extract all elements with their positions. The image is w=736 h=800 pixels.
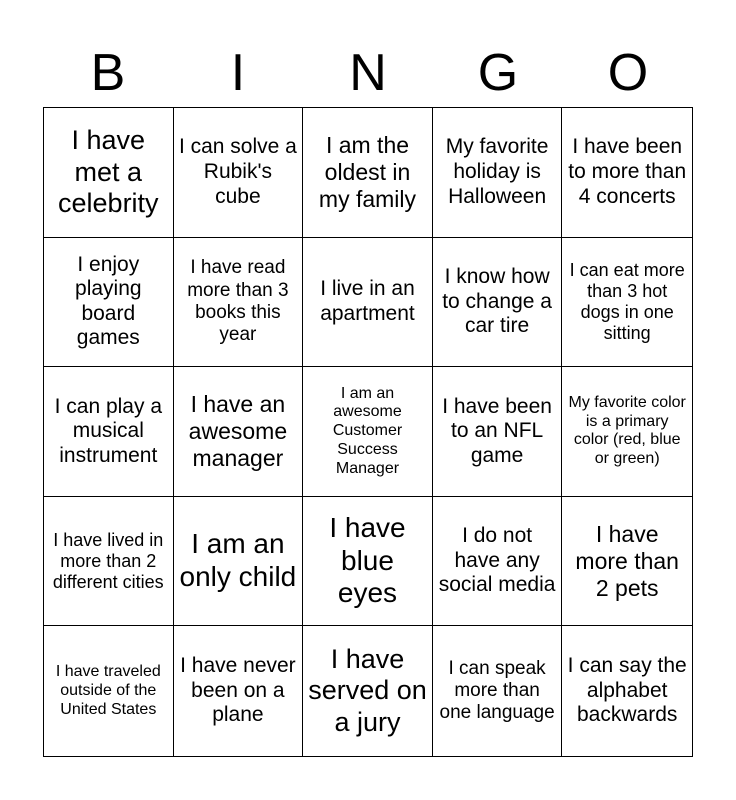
bingo-cell-text: I have been to an NFL game bbox=[442, 394, 552, 467]
bingo-cell-r1-c4[interactable] bbox=[433, 108, 563, 238]
bingo-cell-r5-c3[interactable] bbox=[303, 626, 433, 756]
bingo-cell-text: I can say the alphabet backwards bbox=[567, 654, 687, 727]
bingo-cell-r3-c4[interactable] bbox=[433, 367, 563, 497]
bingo-cell-text: I know how to change a car tire bbox=[442, 265, 552, 338]
header-letter-b: B bbox=[90, 44, 126, 102]
bingo-cell-r3-c5[interactable] bbox=[562, 367, 692, 497]
bingo-cell-r4-c5[interactable] bbox=[562, 497, 692, 627]
bingo-cell-r1-c2[interactable] bbox=[174, 108, 304, 238]
bingo-cell-text: My favorite holiday is Halloween bbox=[445, 135, 549, 208]
bingo-cell-text: I enjoy playing board games bbox=[75, 252, 142, 350]
bingo-cell-r5-c1[interactable] bbox=[44, 626, 174, 756]
bingo-cell-r1-c5[interactable] bbox=[562, 108, 692, 238]
bingo-cell-text: I live in an apartment bbox=[320, 277, 415, 325]
bingo-cell-r4-c1[interactable] bbox=[44, 497, 174, 627]
bingo-cell-r3-c1[interactable] bbox=[44, 367, 174, 497]
bingo-cell-r4-c4[interactable] bbox=[433, 497, 563, 627]
bingo-cell-text: I have never been on a plane bbox=[180, 654, 296, 727]
bingo-cell-text: I have served on a jury bbox=[308, 643, 427, 737]
bingo-cell-text: I have traveled outside of the United States bbox=[55, 663, 161, 718]
bingo-board bbox=[43, 107, 693, 757]
header-letter-i: I bbox=[230, 44, 246, 102]
bingo-cell-text: I can eat more than 3 hot dogs in one sitting bbox=[569, 259, 685, 343]
bingo-cell-text: I can solve a Rubik's cube bbox=[178, 135, 297, 208]
bingo-cell-r4-c2[interactable] bbox=[174, 497, 304, 627]
bingo-cell-r5-c4[interactable] bbox=[433, 626, 563, 756]
bingo-cell-text: I have blue eyes bbox=[329, 511, 406, 609]
bingo-cell-r2-c2[interactable] bbox=[174, 238, 304, 368]
header-letter-o: O bbox=[607, 44, 649, 102]
bingo-cell-text: I have been to more than 4 concerts bbox=[568, 135, 687, 208]
bingo-cell-r2-c4[interactable] bbox=[433, 238, 563, 368]
bingo-cell-text: I have lived in more than 2 different cities bbox=[52, 529, 164, 592]
bingo-cell-r5-c2[interactable] bbox=[174, 626, 304, 756]
bingo-cell-r5-c5[interactable] bbox=[562, 626, 692, 756]
bingo-cell-text: I can speak more than one language bbox=[439, 657, 555, 724]
bingo-cell-r1-c1[interactable] bbox=[44, 108, 174, 238]
bingo-cell-text: I can play a musical instrument bbox=[54, 394, 162, 467]
bingo-cell-text: I have an awesome manager bbox=[188, 391, 288, 471]
bingo-cell-text: I have more than 2 pets bbox=[575, 520, 679, 601]
bingo-header bbox=[43, 38, 693, 108]
bingo-cell-r3-c2[interactable] bbox=[174, 367, 304, 497]
header-letter-n: N bbox=[349, 44, 387, 102]
bingo-cell-text: I am an awesome Customer Success Manager bbox=[332, 384, 403, 477]
bingo-cell-r1-c3[interactable] bbox=[303, 108, 433, 238]
bingo-cell-r2-c5[interactable] bbox=[562, 238, 692, 368]
header-letter-g: G bbox=[477, 44, 519, 102]
bingo-cell-r2-c3[interactable] bbox=[303, 238, 433, 368]
bingo-cell-text: I do not have any social media bbox=[438, 524, 556, 597]
bingo-cell-r2-c1[interactable] bbox=[44, 238, 174, 368]
bingo-cell-text: I have read more than 3 books this year bbox=[187, 257, 289, 346]
bingo-cell-text: I am an only child bbox=[179, 528, 297, 593]
bingo-cell-text: My favorite color is a primary color (red, blue or green) bbox=[568, 394, 686, 468]
bingo-cell-text: I have met a celebrity bbox=[58, 124, 159, 219]
bingo-cell-r4-c3[interactable] bbox=[303, 497, 433, 627]
bingo-cell-r3-c3[interactable] bbox=[303, 367, 433, 497]
bingo-cell-text: I am the oldest in my family bbox=[318, 131, 417, 212]
